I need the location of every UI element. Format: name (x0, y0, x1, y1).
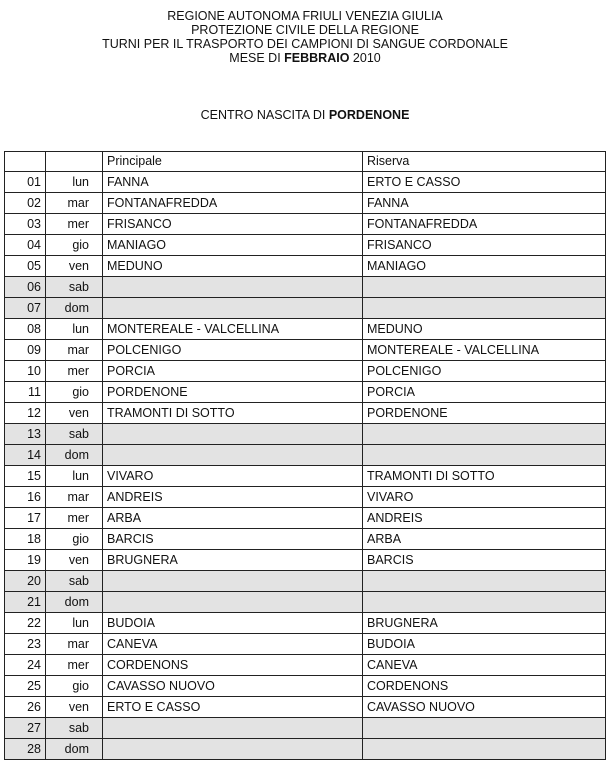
day-number-cell: 08 (5, 319, 46, 340)
weekday-cell: dom (46, 592, 103, 613)
riserva-cell: MEDUNO (363, 319, 606, 340)
header-month-prefix: MESE DI (229, 51, 285, 65)
principale-cell: CAVASSO NUOVO (103, 676, 363, 697)
table-row (5, 193, 606, 214)
riserva-cell: CANEVA (363, 655, 606, 676)
riserva-cell: BARCIS (363, 550, 606, 571)
weekday-cell: mer (46, 508, 103, 529)
day-number-cell: 07 (5, 298, 46, 319)
table-row (5, 214, 606, 235)
weekday-cell: lun (46, 319, 103, 340)
principale-cell: FRISANCO (103, 214, 363, 235)
principale-cell: PORCIA (103, 361, 363, 382)
table-row (5, 172, 606, 193)
principale-cell (103, 571, 363, 592)
day-number-cell: 09 (5, 340, 46, 361)
day-number-cell: 16 (5, 487, 46, 508)
header-month-line (0, 51, 610, 65)
day-number-cell: 28 (5, 739, 46, 760)
principale-cell: BUDOIA (103, 613, 363, 634)
day-number-cell: 20 (5, 571, 46, 592)
table-row (5, 613, 606, 634)
day-number-cell: 04 (5, 235, 46, 256)
day-number-cell: 14 (5, 445, 46, 466)
shift-table (4, 151, 606, 760)
principale-cell: ANDREIS (103, 487, 363, 508)
header-region: REGIONE AUTONOMA FRIULI VENEZIA GIULIA (167, 9, 443, 23)
table-row (5, 424, 606, 445)
weekday-cell: gio (46, 235, 103, 256)
weekday-cell: lun (46, 172, 103, 193)
riserva-cell: FONTANAFREDDA (363, 214, 606, 235)
riserva-cell: FANNA (363, 193, 606, 214)
weekday-cell: mer (46, 214, 103, 235)
table-row (5, 739, 606, 760)
day-number-cell: 23 (5, 634, 46, 655)
riserva-cell: MANIAGO (363, 256, 606, 277)
weekday-cell: ven (46, 550, 103, 571)
table-row (5, 634, 606, 655)
table-row (5, 445, 606, 466)
riserva-cell (363, 739, 606, 760)
table-row (5, 592, 606, 613)
principale-cell: PORDENONE (103, 382, 363, 403)
riserva-cell (363, 718, 606, 739)
table-row (5, 529, 606, 550)
table-row (5, 382, 606, 403)
weekday-cell: mar (46, 487, 103, 508)
header-month: FEBBRAIO (284, 51, 350, 65)
header-year: 2010 (349, 51, 381, 65)
table-row (5, 571, 606, 592)
day-number-cell: 24 (5, 655, 46, 676)
principale-cell (103, 277, 363, 298)
principale-cell: ARBA (103, 508, 363, 529)
weekday-cell: dom (46, 739, 103, 760)
day-number-cell: 22 (5, 613, 46, 634)
table-row (5, 340, 606, 361)
riserva-cell (363, 592, 606, 613)
riserva-cell: ANDREIS (363, 508, 606, 529)
riserva-cell: BUDOIA (363, 634, 606, 655)
document-header (0, 9, 610, 65)
table-row (5, 466, 606, 487)
riserva-cell: POLCENIGO (363, 361, 606, 382)
day-number-cell: 17 (5, 508, 46, 529)
day-number-cell: 21 (5, 592, 46, 613)
table-row (5, 508, 606, 529)
table-row (5, 655, 606, 676)
table-row (5, 235, 606, 256)
day-number-cell: 03 (5, 214, 46, 235)
table-row (5, 277, 606, 298)
principale-cell (103, 424, 363, 445)
weekday-cell: mar (46, 193, 103, 214)
day-number-cell: 05 (5, 256, 46, 277)
riserva-cell (363, 277, 606, 298)
riserva-cell (363, 571, 606, 592)
principale-cell: POLCENIGO (103, 340, 363, 361)
table-row (5, 697, 606, 718)
riserva-cell (363, 298, 606, 319)
table-row (5, 676, 606, 697)
principale-cell: MONTEREALE - VALCELLINA (103, 319, 363, 340)
day-number-cell: 01 (5, 172, 46, 193)
table-row (5, 361, 606, 382)
weekday-cell: ven (46, 403, 103, 424)
weekday-cell: ven (46, 697, 103, 718)
centre-title-prefix: CENTRO NASCITA DI (200, 108, 329, 122)
principale-cell (103, 739, 363, 760)
weekday-cell: sab (46, 718, 103, 739)
principale-cell: BARCIS (103, 529, 363, 550)
riserva-cell: CAVASSO NUOVO (363, 697, 606, 718)
day-number-cell: 13 (5, 424, 46, 445)
centre-title (0, 108, 610, 122)
principale-cell (103, 298, 363, 319)
riserva-cell: FRISANCO (363, 235, 606, 256)
column-header-weekday (46, 152, 103, 172)
riserva-cell: ARBA (363, 529, 606, 550)
weekday-cell: mar (46, 634, 103, 655)
column-header-day-number (5, 152, 46, 172)
day-number-cell: 25 (5, 676, 46, 697)
riserva-cell: PORCIA (363, 382, 606, 403)
riserva-cell: BRUGNERA (363, 613, 606, 634)
weekday-cell: lun (46, 466, 103, 487)
day-number-cell: 06 (5, 277, 46, 298)
header-document-title: TURNI PER IL TRASPORTO DEI CAMPIONI DI SANGUE CORDONALE (102, 37, 508, 51)
riserva-cell: CORDENONS (363, 676, 606, 697)
column-header-riserva: Riserva (363, 152, 606, 172)
weekday-cell: dom (46, 445, 103, 466)
riserva-cell: VIVARO (363, 487, 606, 508)
weekday-cell: mer (46, 361, 103, 382)
table-row (5, 550, 606, 571)
weekday-cell: sab (46, 277, 103, 298)
day-number-cell: 12 (5, 403, 46, 424)
principale-cell: FONTANAFREDDA (103, 193, 363, 214)
riserva-cell (363, 424, 606, 445)
riserva-cell: MONTEREALE - VALCELLINA (363, 340, 606, 361)
centre-city: PORDENONE (328, 108, 410, 122)
day-number-cell: 15 (5, 466, 46, 487)
weekday-cell: lun (46, 613, 103, 634)
day-number-cell: 02 (5, 193, 46, 214)
principale-cell: TRAMONTI DI SOTTO (103, 403, 363, 424)
principale-cell (103, 445, 363, 466)
principale-cell: BRUGNERA (103, 550, 363, 571)
principale-cell: VIVARO (103, 466, 363, 487)
table-row (5, 298, 606, 319)
principale-cell (103, 718, 363, 739)
day-number-cell: 18 (5, 529, 46, 550)
table-row (5, 256, 606, 277)
principale-cell: FANNA (103, 172, 363, 193)
weekday-cell: mar (46, 340, 103, 361)
day-number-cell: 27 (5, 718, 46, 739)
riserva-cell: PORDENONE (363, 403, 606, 424)
weekday-cell: sab (46, 571, 103, 592)
day-number-cell: 10 (5, 361, 46, 382)
principale-cell: MANIAGO (103, 235, 363, 256)
day-number-cell: 11 (5, 382, 46, 403)
weekday-cell: gio (46, 382, 103, 403)
weekday-cell: dom (46, 298, 103, 319)
column-header-principale: Principale (103, 152, 363, 172)
weekday-cell: gio (46, 676, 103, 697)
principale-cell: ERTO E CASSO (103, 697, 363, 718)
shift-table-body (5, 172, 606, 760)
day-number-cell: 26 (5, 697, 46, 718)
weekday-cell: ven (46, 256, 103, 277)
principale-cell: CANEVA (103, 634, 363, 655)
table-row (5, 487, 606, 508)
principale-cell (103, 592, 363, 613)
table-row (5, 718, 606, 739)
table-header-row (5, 152, 606, 172)
day-number-cell: 19 (5, 550, 46, 571)
riserva-cell: TRAMONTI DI SOTTO (363, 466, 606, 487)
principale-cell: MEDUNO (103, 256, 363, 277)
principale-cell: CORDENONS (103, 655, 363, 676)
weekday-cell: gio (46, 529, 103, 550)
weekday-cell: mer (46, 655, 103, 676)
riserva-cell (363, 445, 606, 466)
table-row (5, 319, 606, 340)
weekday-cell: sab (46, 424, 103, 445)
header-civil-protection: PROTEZIONE CIVILE DELLA REGIONE (191, 23, 419, 37)
riserva-cell: ERTO E CASSO (363, 172, 606, 193)
table-row (5, 403, 606, 424)
